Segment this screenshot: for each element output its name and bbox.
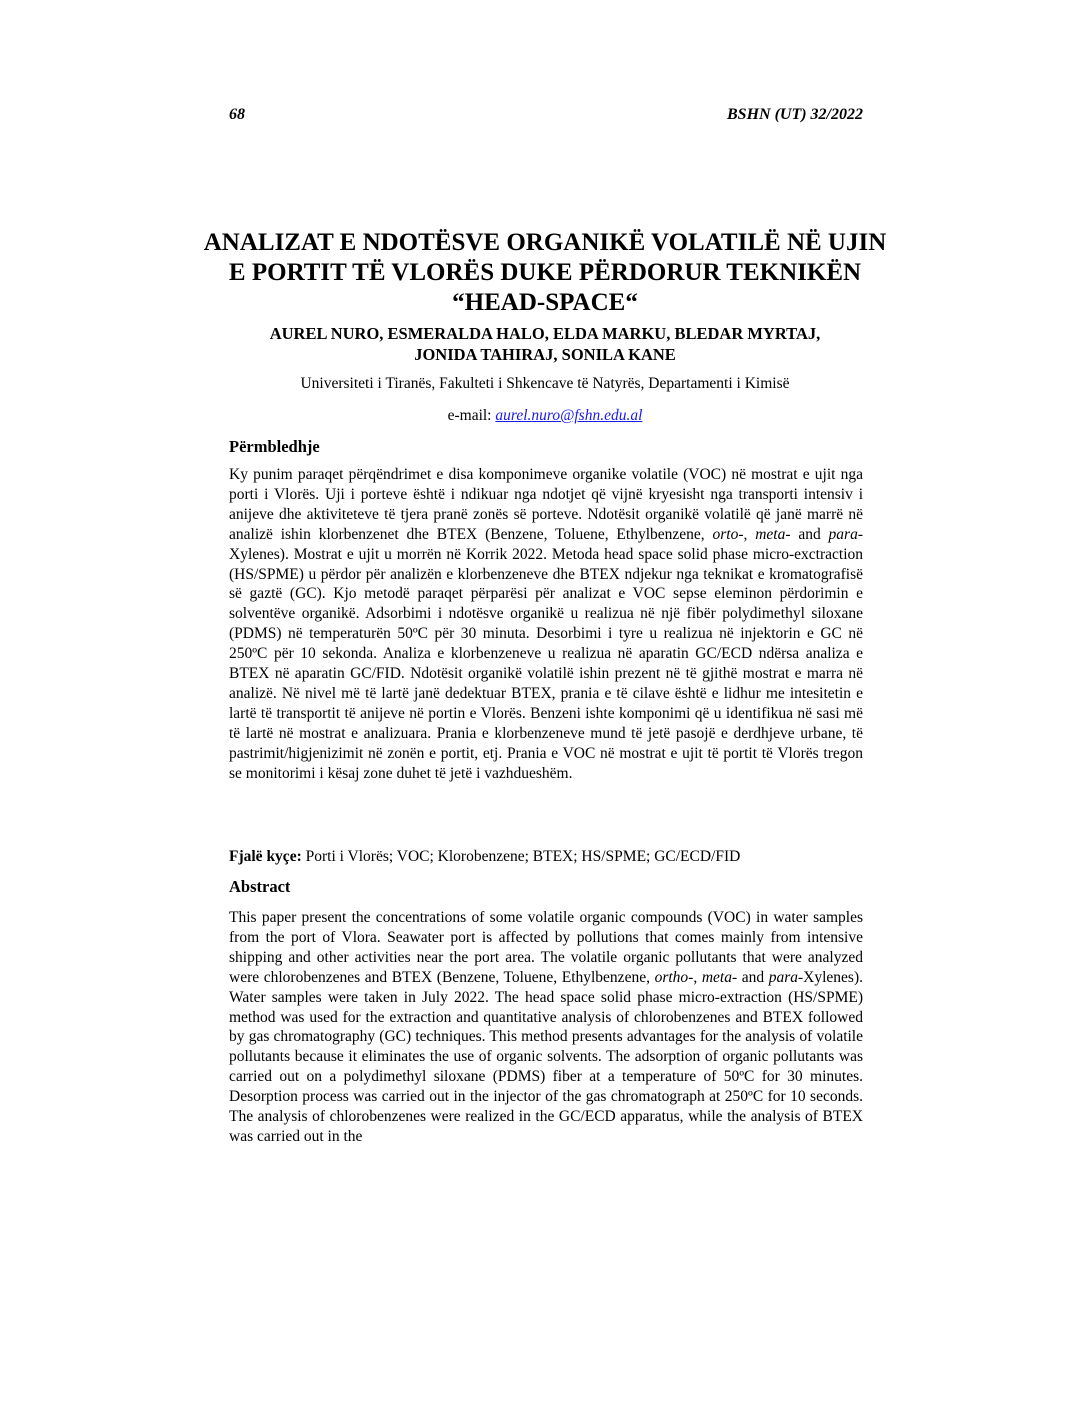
permbledhje-text: Ky punim paraqet përqëndrimet e disa komponimeve organike volatile (VOC) në mostrat e ujit nga porti i Vlorës. Uji i porteve është i ndikuar nga ndotjet që vijnë kryesisht nga transporti intensiv i anijeve dhe aktiviteteve të tjera pranë zonës së porteve. Ndotësit organikë volatilë që janë marrë në analizë ishin klorbenzenet dhe BTEX (Benzene, Toluene, Ethylbenzene, [229, 466, 863, 543]
email-line [200, 407, 890, 425]
permbledhje-italic: orto- [712, 525, 744, 543]
abstract-italic: ortho- [654, 968, 694, 986]
abstract-text: , [693, 968, 702, 986]
author-line-2: JONIDA TAHIRAJ, SONILA KANE [414, 345, 676, 364]
permbledhje-text: and [790, 525, 829, 543]
email-label: e-mail: [447, 407, 496, 424]
author-list [220, 323, 870, 365]
permbledhje-heading: Përmbledhje [229, 437, 320, 456]
abstract-italic: meta- [701, 968, 738, 986]
keywords-text: Porti i Vlorës; VOC; Klorobenzene; BTEX; HS/SPME; GC/ECD/FID [301, 848, 741, 865]
abstract-text: This paper present the concentrations of some volatile organic compounds (VOC) in water samples from the port of Vlora. Seawater port is affected by pollutions that comes mainly from intensive shipping and other activities near the port area. The volatile organic pollutants that were analyzed were chlorobenzenes and BTEX (Benzene, Toluene, Ethylbenzene, [229, 909, 863, 986]
abstract-text: and [737, 968, 769, 986]
keywords-line [229, 848, 740, 866]
affiliation: Universiteti i Tiranës, Fakulteti i Shkencave të Natyrës, Departamenti i Kimisë [300, 375, 790, 392]
abstract-heading: Abstract [229, 877, 291, 896]
permbledhje-paragraph [229, 465, 863, 784]
abstract-italic: para- [768, 968, 804, 986]
paper-title: ANALIZAT E NDOTËSVE ORGANIKË VOLATILË NË UJIN E PORTIT TË VLORËS DUKE PËRDORUR TEKNIKËN “HEAD-SPACE“ [203, 229, 887, 316]
permbledhje-italic: meta- [755, 525, 791, 543]
page-number: 68 [229, 106, 245, 123]
author-line-1: AUREL NURO, ESMERALDA HALO, ELDA MARKU, BLEDAR MYRTAJ, [269, 324, 821, 343]
abstract-paragraph [229, 908, 863, 1147]
email-link[interactable]: aurel.nuro@fshn.edu.al [495, 407, 643, 424]
permbledhje-text: , [743, 525, 756, 543]
permbledhje-italic: para- [828, 525, 863, 543]
abstract-text: Xylenes). Water samples were taken in July 2022. The head space solid phase micro-extraction (HS/SPME) method was used for the extraction and quantitative analysis of chlorobenzenes and BTEX followed by gas chromatography (GC) techniques. This method presents advantages for the analysis of volatile pollutants because it eliminates the use of organic solvents. The adsorption of organic pollutants was carried out on a polydimethyl siloxane (PDMS) fiber at a temperature of 50ºC for 30 minutes. Desorption process was carried out in the injector of the gas chromatograph at 250ºC for 10 seconds. The analysis of chlorobenzenes were realized in the GC/ECD apparatus, while the analysis of BTEX was carried out in the [229, 968, 863, 1145]
permbledhje-text: Xylenes). Mostrat e ujit u morrën në Korrik 2022. Metoda head space solid phase micro-exctraction (HS/SPME) u përdor për analizën e klorbenzeneve dhe BTEX ndjekur nga teknikat e kromatografisë së gaztë (GC). Kjo metodë paraqet përparësi për analizat e VOC sepse eleminon përdorimin e solventëve organikë. Adsorbimi i ndotësve organikë u realizua në një fibër polydimethyl siloxane (PDMS) në temperaturën 50ºC për 30 minuta. Desorbimi i tyre u realizua në injektorin e GC në 250ºC për 10 sekonda. Analiza e klorbenzeneve u realizua në aparatin GC/ECD ndërsa analiza e BTEX në aparatin GC/FID. Ndotësit organikë volatilë ishin prezent në të gjithë mostrat e marra në analizë. Në nivel më të lartë janë dedektuar BTEX, prania e të cilave është e lidhur me intesitetin e lartë të transportit të anijeve në portin e Vlorës. Benzeni ishte komponimi që u identifikua në sasi më të lartë në mostrat e analizuara. Prania e klorbenzeneve mund të jetë pasojë e derdhjeve urbane, të pastrimit/higjenizimit në zonën e portit, etj. Prania e VOC në mostrat e ujit të portit të Vlorës tregon se monitorimi i kësaj zone duhet të jetë i vazhdueshëm. [229, 545, 863, 782]
journal-reference: BSHN (UT) 32/2022 [727, 106, 863, 123]
keywords-label: Fjalë kyçe: [229, 848, 302, 865]
